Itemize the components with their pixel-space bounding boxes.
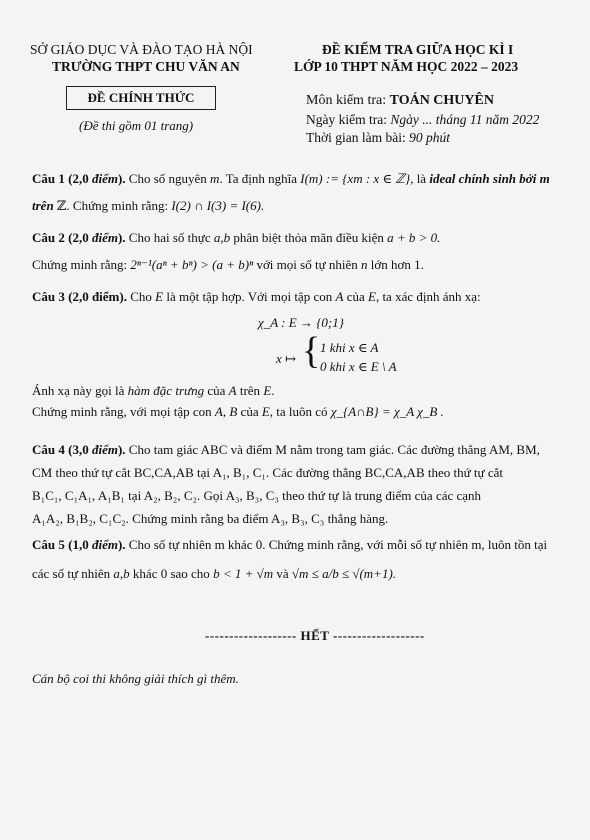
q2-line2-b: với mọi số tự nhiên	[253, 257, 361, 272]
date-line	[306, 111, 539, 129]
official-label-box	[66, 86, 216, 110]
org-line2: TRƯỜNG THPT CHU VĂN AN	[52, 59, 240, 74]
q4-line1	[32, 438, 572, 461]
q3-var-e-3: E	[263, 383, 272, 398]
date: Ngày ... tháng 11 năm 2022	[390, 112, 540, 127]
end-marker: ------------------- HẾT -------------------	[205, 628, 425, 643]
q3-conclusion	[32, 382, 572, 421]
q3-text1: Cho	[126, 289, 156, 304]
time: 90 phút	[409, 130, 451, 145]
official-label: ĐỀ CHÍNH THỨC	[87, 90, 195, 105]
q4-line2: CM theo thứ tự cắt BC,CA,AB tại A₁, B₁, C₁. Các đường thẳng BC,CA,AB theo thứ tự cắt	[32, 465, 503, 480]
q3-line4-a: Chứng minh rằng, với mọi tập con	[32, 404, 215, 419]
q1-line2	[32, 197, 572, 215]
exam-class: LỚP 10 THPT NĂM HỌC 2022 – 2023	[294, 59, 519, 74]
q5-head-end: ).	[117, 537, 126, 552]
question-1	[32, 170, 572, 215]
q3-line3-e: .	[271, 383, 275, 398]
q3-line3-d: trên	[236, 383, 264, 398]
q3-line4	[32, 403, 572, 421]
q5-line2-vars: a,b	[113, 566, 130, 581]
q3-var-a-2: A	[228, 383, 237, 398]
q2-line2-c: lớn hơn 1.	[367, 257, 424, 272]
q2-line2-a: Chứng minh rằng:	[32, 257, 131, 272]
time-label: Thời gian làm bài:	[306, 130, 410, 145]
subject-label: Môn kiểm tra:	[306, 93, 390, 108]
q1-points: điểm	[91, 171, 118, 186]
q1-text2: . Ta định nghĩa	[219, 171, 301, 186]
q1-text1: Cho số nguyên	[125, 171, 211, 186]
exam-title: ĐỀ KIỂM TRA GIỮA HỌC KÌ I	[322, 42, 514, 57]
q5-line2-a: các số tự nhiên	[32, 566, 114, 581]
q3-line4-c: , ta luôn có	[269, 404, 331, 419]
question-5	[32, 533, 572, 585]
subject-line	[306, 92, 494, 110]
q1-line2-b: ℤ. Chứng minh rằng:	[53, 198, 172, 213]
q4-head-end: ).	[117, 442, 126, 457]
q2-var-n: n	[361, 257, 368, 272]
q3-head: Câu 3 (2,0 điểm).	[32, 289, 127, 304]
q3-text3: của	[343, 289, 368, 304]
q2-head-end: ).	[117, 230, 126, 245]
q3-var-e-4: E	[261, 404, 270, 419]
q1-line2-a: trên	[32, 198, 54, 213]
q2-vars: a,b	[213, 230, 231, 245]
q3-line4-b: của	[237, 404, 262, 419]
q2-line2	[32, 256, 572, 274]
q1-claim: I(2) ∩ I(3) = I(6).	[171, 198, 265, 213]
q1-ideal: ideal chính sinh bởi m	[429, 171, 550, 186]
pages-note: (Đề thi gồm 01 trang)	[79, 118, 194, 133]
q3-text2: là một tập hợp. Với mọi tập con	[163, 289, 336, 304]
question-2	[32, 229, 572, 274]
q5-points: điểm	[91, 537, 118, 552]
q3-brace: {	[302, 330, 321, 372]
q5-line2	[32, 562, 572, 585]
q2-points: điểm	[91, 230, 118, 245]
q1-head-end: ).	[117, 171, 126, 186]
q3-case2: 0 khi x ∈ E \ A	[320, 359, 397, 374]
q5-formula-2: √m ≤ a/b ≤ √(m+1).	[291, 566, 397, 581]
q3-line3-c: của	[204, 383, 229, 398]
q4-line3: B₁C₁, C₁A₁, A₁B₁ tại A₂, B₂, C₂. Gọi A₃, B₃, C₃ theo thứ tự là trung điểm của các cạnh	[32, 488, 482, 503]
q3-var-e-2: E	[367, 289, 376, 304]
q5-line2-b: khác 0 sao cho	[129, 566, 214, 581]
q2-head: Câu 2 (2,0	[32, 230, 92, 245]
q3-line3-b: hàm đặc trưng	[127, 383, 205, 398]
q4-line4: A₁A₂, B₁B₂, C₁C₂. Chứng minh rằng ba điểm A₃, B₃, C₃ thẳng hàng.	[32, 511, 389, 526]
q2-text2: phân biệt thỏa mãn điều kiện	[230, 230, 388, 245]
q1-formula: I(m) := {xm : x ∈ ℤ}	[300, 171, 411, 186]
time-line	[306, 129, 450, 147]
q3-text4: , ta xác định ánh xạ:	[375, 289, 481, 304]
org-line1: SỞ GIÁO DỤC VÀ ĐÀO TẠO HÀ NỘI	[30, 42, 253, 57]
q4-points: điểm	[91, 442, 118, 457]
q3-line4-formula: χ_{A∩B} = χ_A χ_B .	[330, 404, 444, 419]
q3-line3-a: Ánh xạ này gọi là	[32, 383, 128, 398]
q3-line1	[32, 288, 572, 306]
q2-ineq: 2ⁿ⁻¹(aⁿ + bⁿ) > (a + b)ⁿ	[130, 257, 254, 272]
q5-line1	[32, 533, 572, 556]
q5-line2-c: và	[273, 566, 292, 581]
q3-map-head: χ_A : E → {0;1}	[258, 315, 344, 330]
question-4	[32, 438, 572, 530]
q2-text1: Cho hai số thực	[125, 230, 214, 245]
q1-var-m: m	[210, 171, 220, 186]
q3-map-from: x ↦	[276, 351, 296, 366]
q4-head: Câu 4 (3,0	[32, 442, 92, 457]
q3-var-e: E	[155, 289, 164, 304]
q2-cond: a + b > 0.	[387, 230, 441, 245]
q5-text1: Cho số tự nhiên m khác 0. Chứng minh rằng, với mỗi số tự nhiên m, luôn tồn tại	[125, 537, 548, 552]
q1-text3: , là	[410, 171, 430, 186]
question-3	[32, 288, 572, 306]
q4-text1: Cho tam giác ABC và điểm M nằm trong tam giác. Các đường thẳng AM, BM,	[125, 442, 540, 457]
q3-line4-vars: A, B	[214, 404, 238, 419]
q5-formula-1: b < 1 + √m	[213, 566, 274, 581]
q1-head: Câu 1 (2,0	[32, 171, 92, 186]
q5-head: Câu 5 (1,0	[32, 537, 92, 552]
q3-line3	[32, 382, 572, 400]
q2-line1	[32, 229, 572, 247]
subject: TOÁN CHUYÊN	[389, 93, 494, 108]
q3-case1: 1 khi x ∈ A	[320, 340, 379, 355]
q3-var-a: A	[335, 289, 344, 304]
footer-note: Cán bộ coi thi không giải thích gì thêm.	[32, 671, 239, 686]
date-label: Ngày kiểm tra:	[306, 112, 391, 127]
q1-line1	[32, 170, 572, 188]
